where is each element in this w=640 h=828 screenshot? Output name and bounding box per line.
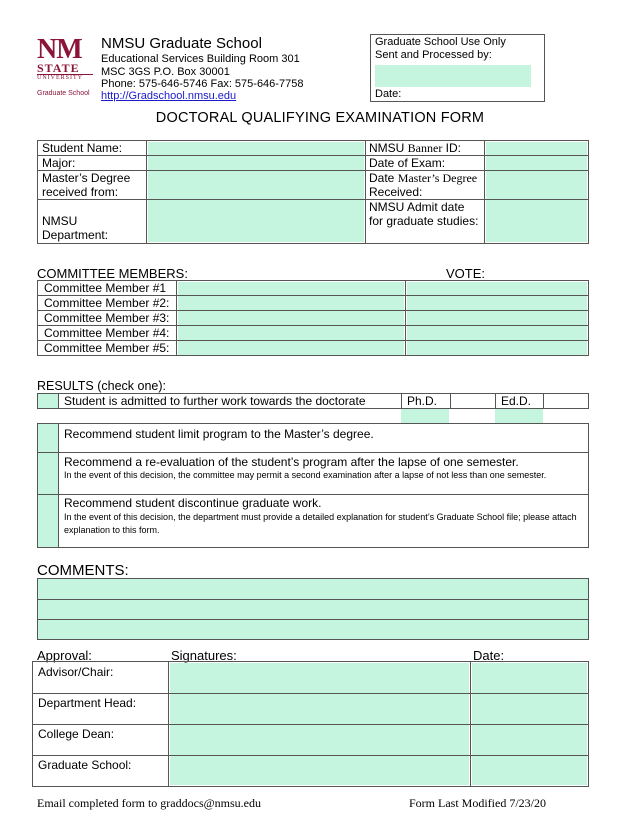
office-date-label: Date: [375, 88, 402, 100]
dean-label: College Dean: [38, 727, 115, 741]
advisor-date-field[interactable] [472, 663, 587, 693]
logo-nm: NM [37, 34, 82, 65]
phd-checkbox[interactable] [401, 409, 449, 423]
member-3-label: Committee Member #3: [44, 311, 170, 325]
member-4-label: Committee Member #4: [44, 326, 170, 340]
admit-date-field[interactable] [486, 200, 587, 242]
office-use-title: Graduate School Use Only [375, 36, 506, 48]
office-processed-label: Sent and Processed by: [375, 49, 492, 61]
dean-date-field[interactable] [472, 725, 587, 755]
logo-tagline: Graduate School [37, 90, 90, 97]
approval-heading: Approval: [37, 648, 92, 663]
masters-date-field[interactable] [486, 171, 587, 199]
logo-university: UNIVERSITY [37, 74, 93, 82]
vote-5-field[interactable] [407, 341, 587, 355]
dean-signature-field[interactable] [170, 725, 469, 755]
masters-date-label: Date Master’s Degree Received: [369, 171, 478, 199]
dept-head-label: Department Head: [38, 696, 137, 710]
member-5-label: Committee Member #5: [44, 341, 170, 355]
member-2-label: Committee Member #2: [44, 296, 170, 310]
exam-date-label: Date of Exam: [369, 156, 446, 170]
header-org: NMSU Graduate School [101, 35, 262, 52]
footer-modified: Form Last Modified 7/23/20 [409, 796, 546, 810]
advisor-signature-field[interactable] [170, 663, 469, 693]
header-address1: Educational Services Building Room 301 [101, 53, 300, 65]
vote-3-field[interactable] [407, 311, 587, 325]
vote-4-field[interactable] [407, 326, 587, 340]
department-field[interactable] [148, 200, 364, 242]
admit-checkbox[interactable] [38, 394, 58, 408]
header-url-link[interactable]: http://Gradschool.nmsu.edu [101, 90, 237, 102]
admit-label: Student is admitted to further work towards the doctorate [64, 394, 366, 408]
edd-label: Ed.D. [501, 394, 532, 408]
vote-heading: VOTE: [446, 266, 486, 281]
comments-box [37, 578, 589, 640]
vote-2-field[interactable] [407, 296, 587, 310]
gradschool-date-field[interactable] [472, 756, 587, 785]
vote-1-field[interactable] [407, 282, 587, 295]
discontinue-label: Recommend student discontinue graduate work. [64, 496, 322, 510]
comments-heading: COMMENTS: [37, 562, 129, 579]
reeval-label: Recommend a re-evaluation of the student’s program after the lapse of one semester. [64, 455, 519, 469]
results-admit-row [37, 393, 589, 409]
member-1-label: Committee Member #1 [44, 281, 167, 295]
student-name-label: Student Name: [42, 141, 123, 155]
major-field[interactable] [148, 156, 364, 170]
logo-state: STATE [37, 61, 80, 75]
approval-date-heading: Date: [473, 648, 505, 663]
member-5-field[interactable] [178, 341, 404, 355]
results-heading: RESULTS (check one): [37, 379, 166, 393]
office-use-box [370, 34, 545, 102]
header-address2: MSC 3GS P.O. Box 30001 [101, 66, 230, 78]
comments-line-1[interactable] [38, 579, 588, 599]
member-4-field[interactable] [178, 326, 404, 340]
gradschool-label: Graduate School: [38, 758, 132, 772]
member-1-field[interactable] [178, 282, 404, 295]
student-info-table [37, 140, 589, 244]
footer-email: Email completed form to graddocs@nmsu.edu [37, 796, 261, 810]
member-3-field[interactable] [178, 311, 404, 325]
banner-id-field[interactable] [486, 142, 587, 155]
admit-date-label: NMSU Admit date for graduate studies: [369, 200, 479, 228]
header-phone: Phone: 575-646-5746 Fax: 575-646-7758 [101, 78, 304, 90]
discontinue-note: In the event of this decision, the department must provide a detailed explanation for student’s Graduate School file; please attach explanation to this form. [64, 512, 577, 535]
comments-line-3[interactable] [38, 620, 588, 639]
reeval-note: In the event of this decision, the committee may permit a second examination after a lapse of not less than one semester. [64, 470, 547, 480]
banner-id-label: NMSU Banner ID: [369, 141, 461, 155]
dept-head-signature-field[interactable] [170, 694, 469, 724]
edd-checkbox[interactable] [495, 409, 543, 423]
reeval-checkbox[interactable] [38, 453, 58, 494]
approval-table [32, 661, 589, 787]
nmsu-logo [37, 34, 93, 102]
limit-label: Recommend student limit program to the Master’s degree. [64, 427, 374, 441]
student-name-field[interactable] [148, 142, 364, 155]
committee-table [37, 280, 589, 356]
dept-head-date-field[interactable] [472, 694, 587, 724]
exam-date-field[interactable] [486, 156, 587, 170]
committee-heading: COMMITTEE MEMBERS: [37, 266, 188, 281]
masters-from-field[interactable] [148, 171, 364, 199]
major-label: Major: [42, 156, 76, 170]
comments-line-2[interactable] [38, 600, 588, 619]
member-2-field[interactable] [178, 296, 404, 310]
office-processed-field[interactable] [375, 65, 531, 87]
results-options-box [37, 423, 589, 548]
limit-checkbox[interactable] [38, 424, 58, 452]
gradschool-signature-field[interactable] [170, 756, 469, 785]
form-title: DOCTORAL QUALIFYING EXAMINATION FORM [155, 110, 485, 126]
discontinue-checkbox[interactable] [38, 495, 58, 547]
masters-from-label: Master’s Degree received from: [42, 171, 131, 199]
phd-label: Ph.D. [407, 394, 438, 408]
department-label: NMSU Department: [42, 214, 109, 242]
advisor-label: Advisor/Chair: [38, 665, 114, 679]
signatures-heading: Signatures: [171, 648, 237, 663]
